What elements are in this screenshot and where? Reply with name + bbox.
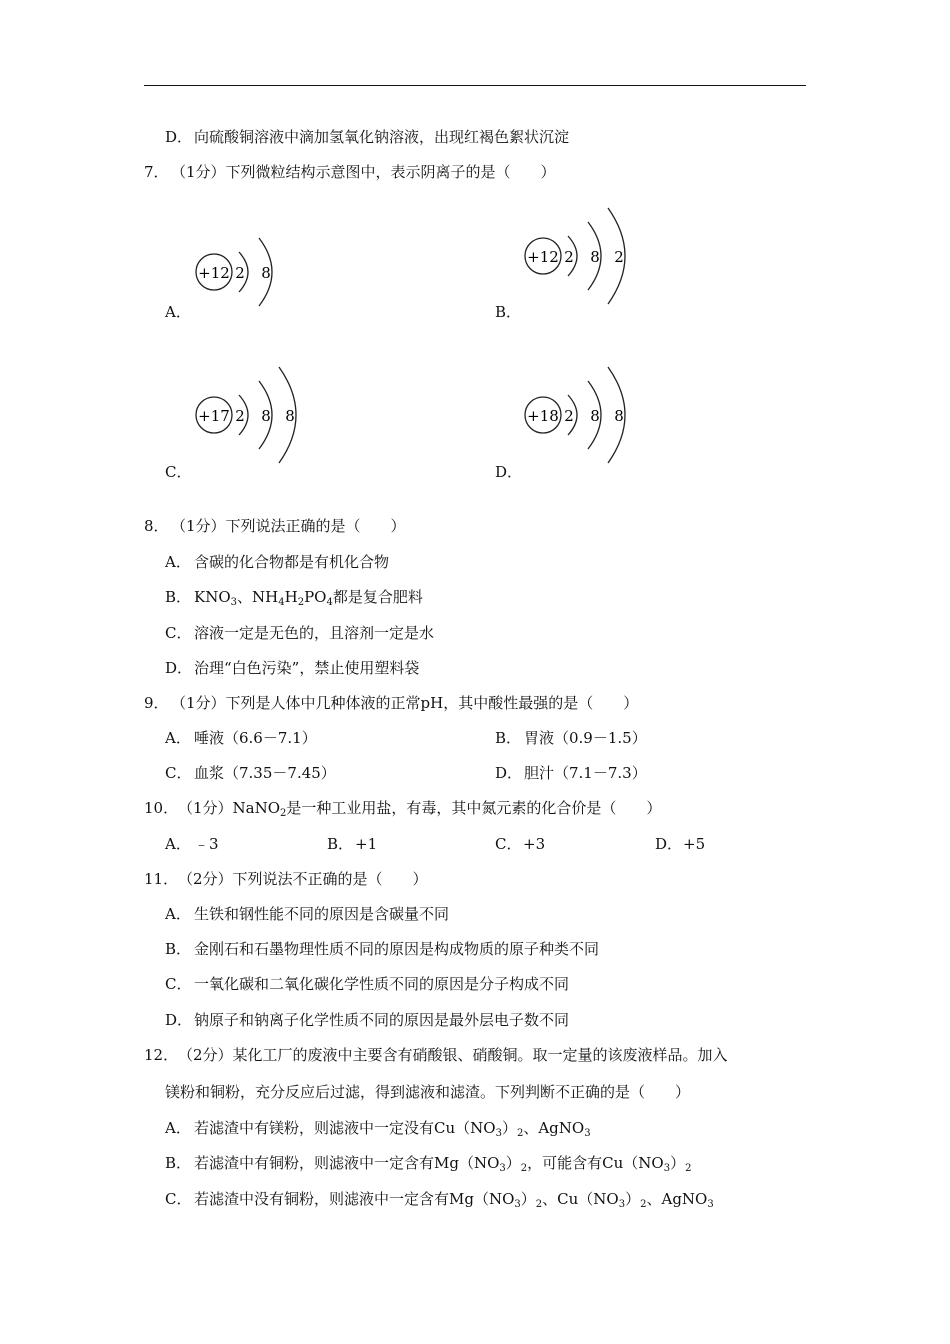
option-text: 溶液一定是无色的，且溶剂一定是水 [194,624,435,642]
text-part: 若滤渣中没有铜粉，则滤液中一定含有Mg（NO [194,1190,515,1208]
text-part: 若滤渣中有铜粉，则滤液中一定含有Mg（NO [194,1154,500,1172]
formula-subscript: 3 [584,1128,591,1139]
formula-subscript: 3 [663,1163,671,1174]
formula-part: H [284,588,298,606]
question-stem-line-1: （2分）某化工厂的废液中主要含有硝酸银、硝酸铜。取一定量的该废液样品。加入 [178,1046,728,1064]
option-label: D． [655,835,683,853]
formula-subscript: 3 [230,597,238,608]
option-text [194,1153,691,1176]
text-part: ） [670,1154,686,1172]
option-text [194,1118,591,1141]
option-label: B． [165,940,192,958]
stem-part: 是一种工业用盐，有毒，其中氮元素的化合价是（ ） [286,799,662,817]
formula-subscript: 4 [326,597,333,608]
text-part: ） [505,1154,521,1172]
formula-subscript: 2 [535,1199,543,1210]
option-text: 向硫酸铜溶液中滴加氢氧化钠溶液，出现红褐色絮状沉淀 [194,128,570,146]
nucleus-charge: +12 [198,264,230,282]
formula-subscript: 3 [514,1199,521,1210]
stem-part: （1分）NaNO [178,799,281,817]
atom-diagram-c [134,335,334,495]
option-text [194,587,423,610]
question-number: 10． [144,799,179,817]
option-label: C． [495,835,522,853]
option-label: B． [495,303,522,321]
option-text: 生铁和钢性能不同的原因是含碳量不同 [194,905,450,923]
formula-subscript: 2 [280,808,287,819]
option-label: B． [327,835,354,853]
formula-subscript: 3 [707,1199,714,1210]
atom-diagram-d [463,335,663,495]
text-part: 若滤渣中有镁粉，则滤液中一定没有Cu（NO [194,1119,496,1137]
option-label: D． [165,1011,193,1029]
question-number: 7． [144,163,169,181]
shell-electron-count: 8 [614,407,624,425]
option-text: +1 [355,835,378,853]
option-text: 治理“白色污染”，禁止使用塑料袋 [194,659,420,677]
option-label: A． [165,835,191,853]
formula-subscript: 4 [278,597,285,608]
formula-subscript: 2 [640,1199,647,1210]
formula-part: 都是复合肥料 [332,588,423,606]
option-label: C． [165,463,192,481]
formula-part: PO [304,588,327,606]
option-label: C． [165,975,192,993]
option-text: 血浆（7.35－7.45） [194,764,336,782]
nucleus-charge: +18 [527,407,559,425]
shell-electron-count: 8 [261,264,271,282]
question-stem-line-2: 镁粉和铜粉，充分反应后过滤，得到滤液和滤渣。下列判断不正确的是（ ） [165,1083,691,1101]
option-label: B． [165,1154,192,1172]
formula-subscript: 2 [685,1163,692,1174]
text-part: 、AgNO [523,1119,585,1137]
option-label: C． [165,624,192,642]
option-label: A． [165,1119,191,1137]
question-number: 9． [144,694,169,712]
option-text: 金刚石和石墨物理性质不同的原因是构成物质的原子种类不同 [194,940,600,958]
text-part: ） [520,1190,536,1208]
text-part: ） [625,1190,641,1208]
nucleus-charge: +12 [527,248,559,266]
shell-electron-count: 8 [285,407,295,425]
formula-subscript: 2 [297,597,305,608]
question-stem: （1分）下列说法正确的是（ ） [171,517,406,535]
question-stem: （2分）下列说法不正确的是（ ） [178,870,428,888]
atom-diagram-a [134,192,334,352]
option-text: 一氧化碳和二氧化碳化学性质不同的原因是分子构成不同 [194,975,570,993]
formula-subscript: 2 [516,1128,524,1139]
text-part: 、Cu（NO [542,1190,619,1208]
formula-subscript: 2 [520,1163,528,1174]
question-stem: （1分）下列微粒结构示意图中，表示阴离子的是（ ） [171,163,556,181]
shell-electron-count: 8 [261,407,271,425]
text-part: 、AgNO [646,1190,708,1208]
nucleus-charge: +17 [198,407,230,425]
formula-part: 、NH [237,588,279,606]
question-number: 12． [144,1046,179,1064]
formula-subscript: 3 [495,1128,502,1139]
option-label: D． [495,463,523,481]
formula-part: KNO [194,588,231,606]
shell-electron-count: 8 [590,248,600,266]
option-text: 胃液（0.9－1.5） [524,729,647,747]
shell-electron-count: 2 [235,264,245,282]
option-label: A． [165,729,191,747]
shell-electron-count: 2 [614,248,624,266]
text-part: ，可能含有Cu（NO [527,1154,664,1172]
option-label: D． [495,764,523,782]
shell-electron-count: 2 [564,248,574,266]
option-text: 胆汁（7.1－7.3） [524,764,647,782]
option-text: +3 [523,835,546,853]
option-label: B． [495,729,522,747]
question-stem [178,798,661,821]
shell-electron-count: 2 [235,407,245,425]
shell-electron-count: 2 [564,407,574,425]
option-label: C． [165,764,192,782]
formula-subscript: 3 [499,1163,506,1174]
option-label: B． [165,588,192,606]
option-text: 钠原子和钠离子化学性质不同的原因是最外层电子数不同 [194,1011,570,1029]
question-number: 8． [144,517,169,535]
option-text: +5 [683,835,706,853]
header-rule [144,85,806,86]
option-label: A． [165,303,191,321]
option-text: 含碳的化合物都是有机化合物 [194,553,390,571]
atom-diagram-b [463,176,663,336]
option-label: C． [165,1190,192,1208]
option-label: D． [165,128,193,146]
formula-subscript: 3 [618,1199,626,1210]
option-text: ﹣3 [194,835,219,853]
text-part: ） [501,1119,517,1137]
shell-electron-count: 8 [590,407,600,425]
question-number: 11． [144,870,179,888]
question-stem: （1分）下列是人体中几种体液的正常pH，其中酸性最强的是（ ） [171,694,639,712]
option-label: A． [165,905,191,923]
option-text: 唾液（6.6－7.1） [194,729,317,747]
option-text [194,1189,714,1212]
option-label: D． [165,659,193,677]
option-label: A． [165,553,191,571]
